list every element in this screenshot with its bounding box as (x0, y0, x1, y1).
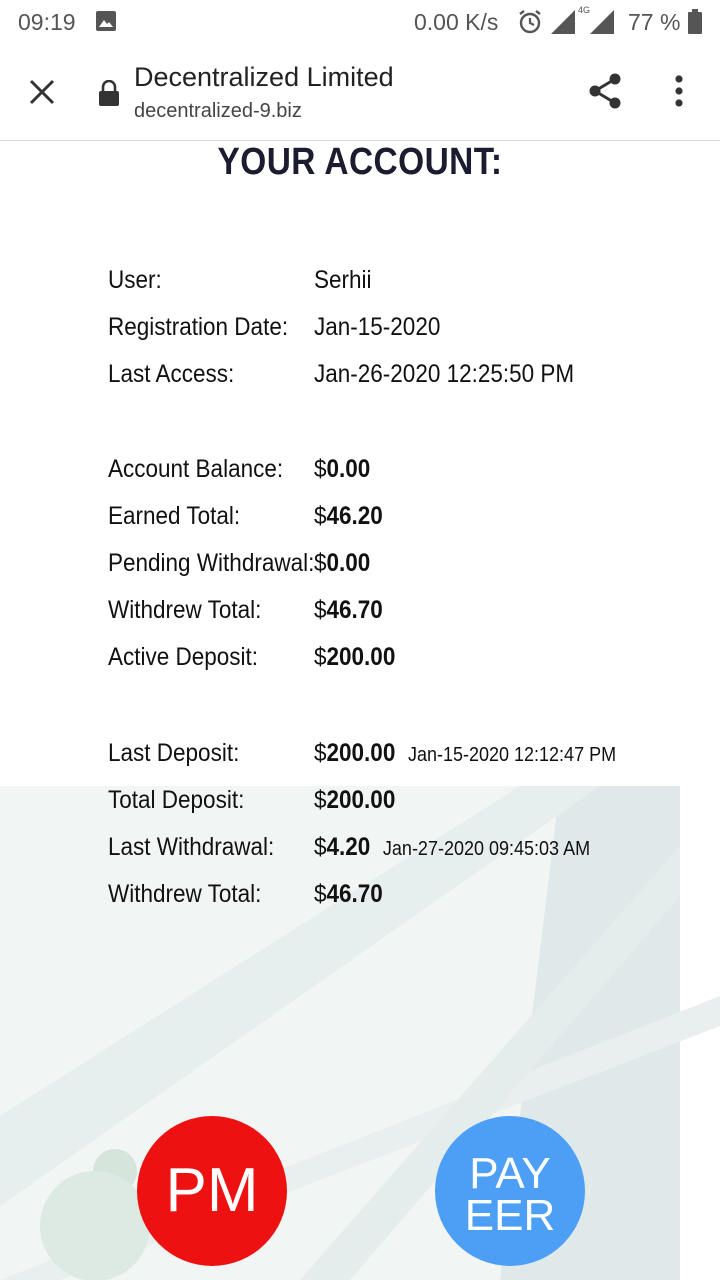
info-label: Last Access: (108, 360, 235, 388)
image-icon (96, 11, 116, 31)
more-vert-icon[interactable] (666, 72, 692, 110)
timestamp: Jan-27-2020 09:45:03 AM (382, 838, 591, 860)
payeer-logo-mark (435, 1116, 585, 1266)
battery-icon (688, 9, 702, 34)
status-time: 09:19 (18, 9, 76, 35)
history-label: Total Deposit: (108, 786, 245, 814)
amount: 4.20 (326, 833, 371, 861)
history-label: Withdrew Total: (108, 880, 262, 908)
balance-value (314, 643, 395, 672)
currency-symbol: $ (314, 833, 327, 861)
currency-symbol: $ (314, 643, 327, 671)
amount: 46.70 (326, 596, 383, 624)
amount: 200.00 (326, 643, 396, 671)
page-title[interactable]: Decentralized Limited (134, 62, 394, 92)
currency-symbol: $ (314, 739, 327, 767)
currency-symbol: $ (314, 880, 327, 908)
currency-symbol: $ (314, 502, 327, 530)
page-content (0, 141, 720, 1280)
timestamp: Jan-15-2020 12:12:47 PM (407, 744, 617, 766)
balance-value (314, 455, 370, 484)
balance-value (314, 596, 383, 625)
account-heading: YOUR ACCOUNT: (217, 141, 503, 183)
page-url[interactable]: decentralized-9.biz (134, 100, 302, 122)
payeer-logo-text-bottom: EER (464, 1191, 556, 1240)
alarm-icon (517, 9, 543, 35)
share-icon[interactable] (584, 70, 626, 112)
history-label: Last Withdrawal: (108, 833, 275, 861)
amount: 46.20 (326, 502, 383, 530)
info-value: Serhii (314, 266, 372, 294)
battery-percentage: 77 % (628, 9, 681, 35)
network-type: 4G (578, 5, 591, 15)
amount: 200.00 (326, 739, 396, 767)
perfect-money-logo[interactable] (137, 1116, 287, 1266)
history-label: Last Deposit: (108, 739, 240, 767)
payeer-logo-text-top: PAY (469, 1149, 551, 1198)
signal-icon (590, 10, 614, 34)
amount: 200.00 (326, 786, 396, 814)
currency-symbol: $ (314, 549, 327, 577)
balance-label: Earned Total: (108, 502, 241, 530)
info-value: Jan-15-2020 (314, 313, 441, 341)
amount: 46.70 (326, 880, 383, 908)
balance-value (314, 549, 370, 578)
balance-value (314, 502, 383, 531)
info-value: Jan-26-2020 12:25:50 PM (314, 360, 575, 388)
history-value (314, 833, 590, 862)
close-icon[interactable] (24, 74, 60, 110)
browser-toolbar (0, 44, 720, 141)
balance-label: Pending Withdrawal: (108, 549, 315, 577)
info-label: User: (108, 266, 162, 294)
amount: 0.00 (326, 455, 371, 483)
amount: 0.00 (326, 549, 371, 577)
lock-icon[interactable] (98, 80, 120, 106)
history-value (314, 786, 395, 815)
status-bar (0, 0, 720, 44)
balance-label: Withdrew Total: (108, 596, 262, 624)
history-value (314, 880, 383, 909)
info-label: Registration Date: (108, 313, 289, 341)
currency-symbol: $ (314, 786, 327, 814)
balance-label: Active Deposit: (108, 643, 259, 671)
network-speed: 0.00 K/s (414, 9, 499, 35)
pm-logo-text: PM (165, 1156, 259, 1225)
history-value (314, 739, 616, 768)
payeer-logo[interactable] (435, 1116, 585, 1266)
currency-symbol: $ (314, 455, 327, 483)
currency-symbol: $ (314, 596, 327, 624)
balance-label: Account Balance: (108, 455, 284, 483)
signal-icon (551, 10, 575, 34)
pm-logo-mark (137, 1116, 287, 1266)
